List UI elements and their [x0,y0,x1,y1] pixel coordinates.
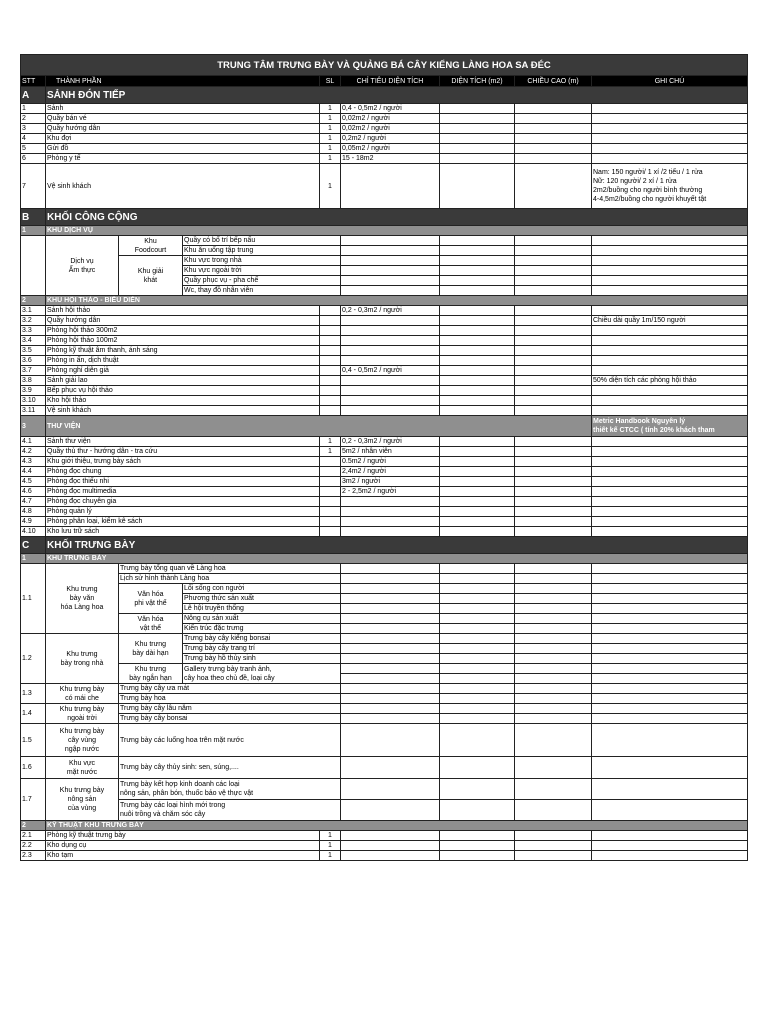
name-cell: Sảnh [46,104,320,114]
chi-tieu-cell: 0,4 - 0,5m2 / người [341,366,440,376]
note-cell [592,336,748,346]
note-cell [592,507,748,517]
stt-cell: 3 [21,124,46,134]
sl-cell [320,366,341,376]
table-row: Văn hóa phi vật thể Lối sống con người [21,584,748,594]
sl-cell: 1 [320,154,341,164]
chi-tieu-cell [341,346,440,356]
note-cell [592,477,748,487]
sl-cell [320,477,341,487]
stt-cell: 2 [21,114,46,124]
name-cell: Quầy hướng dẫn [46,316,320,326]
note-cell [592,406,748,416]
table-row [21,134,748,144]
dien-tich-cell [440,114,515,124]
note-cell: Nam: 150 người/ 1 xí /2 tiểu / 1 rửa Nữ: 120 người/ 2 xí / 1 rửa 2m2/buồng cho người bình thường 4-4,5m2/buồng cho người khuyết tật [592,164,748,209]
stt-cell: 2.2 [21,841,46,851]
name-cell: Phòng in ấn, dịch thuật [46,356,320,366]
table-row: Khu giải khát Khu vực trong nhà [21,256,748,266]
name-cell: Phòng phân loại, kiểm kê sách [46,517,320,527]
table-row: Trưng bày các loại hình mới trong nuôi trồng và chăm sóc cây [21,800,748,821]
note-cell [592,124,748,134]
stt-cell: 4.6 [21,487,46,497]
sl-cell: 1 [320,851,341,861]
section-title: KHỐI TRƯNG BÀY [46,537,748,554]
name-cell: Sảnh giải lao [46,376,320,386]
chi-tieu-cell [341,841,440,851]
chi-tieu-cell [341,316,440,326]
name-cell: Quầy thủ thư - hướng dẫn - tra cứu [46,447,320,457]
table-row: Khu vực ngoài trời [21,266,748,276]
stt-cell: 3.6 [21,356,46,366]
sl-cell [320,457,341,467]
chi-tieu-cell [341,517,440,527]
sl-cell [320,376,341,386]
note-cell [592,356,748,366]
table-row [21,477,748,487]
dien-tich-cell [440,851,515,861]
stt-cell: 6 [21,154,46,164]
note-cell [592,134,748,144]
table-row: Trưng bày hồ thủy sinh [21,654,748,664]
table-row [21,144,748,154]
note-cell [592,497,748,507]
chi-tieu-cell: 2 - 2,5m2 / người [341,487,440,497]
note-cell [592,366,748,376]
chi-tieu-cell [341,851,440,861]
table-row: Trưng bày cây bonsai [21,714,748,724]
name-cell: Phòng đọc chuyên gia [46,497,320,507]
table-row: 1.2 Khu trưng bày trong nhà Khu trưng bày dài hạn Trưng bày cây kiểng bonsai [21,634,748,644]
table-row: 1.1 Khu trưng bày văn hóa Làng hoa Trưng bày tổng quan về Làng hoa [21,564,748,574]
section-title: SẢNH ĐÓN TIẾP [46,87,748,104]
table-row [21,457,748,467]
sl-cell [320,356,341,366]
dien-tich-cell [440,124,515,134]
chieu-cao-cell [515,507,592,517]
chi-tieu-cell [341,386,440,396]
chieu-cao-cell [515,386,592,396]
note-cell: Chiều dài quầy 1m/150 người [592,316,748,326]
name-cell: Kho dụng cụ [46,841,320,851]
table-row: Trưng bày cây trang trí [21,644,748,654]
col-ghi-chu: GHI CHÚ [592,76,748,87]
chi-tieu-cell: 2,4m2 / người [341,467,440,477]
note-cell [592,396,748,406]
chieu-cao-cell [515,336,592,346]
section-b-header: B KHỐI CÔNG CỘNG [21,209,748,226]
program-table [20,54,748,861]
note-cell [592,487,748,497]
chi-tieu-cell: 0,2m2 / người [341,134,440,144]
table-row [21,437,748,447]
note-cell [592,306,748,316]
note-cell: Metric Handbook Nguyên lý thiết kế CTCC ( tính 20% khách tham [592,416,748,437]
sl-cell: 1 [320,831,341,841]
chi-tieu-cell: 0,05m2 / người [341,144,440,154]
chieu-cao-cell [515,104,592,114]
table-row: 1.5 Khu trưng bày cây vùng ngập nước Trưng bày các luống hoa trên mặt nước [21,724,748,757]
dien-tich-cell [440,346,515,356]
col-chieu-cao: CHIỀU CAO (m) [515,76,592,87]
sl-cell: 1 [320,114,341,124]
note-cell [592,457,748,467]
dien-tich-cell [440,306,515,316]
stt-cell: 3.2 [21,316,46,326]
dien-tich-cell [440,336,515,346]
col-thanh-phan: THÀNH PHẦN [46,76,320,87]
sl-cell [320,467,341,477]
table-row: Lịch sử hình thành Làng hoa [21,574,748,584]
table-row [21,497,748,507]
chieu-cao-cell [515,527,592,537]
note-cell [592,517,748,527]
chi-tieu-cell: 0,02m2 / người [341,124,440,134]
subsection-header: 3 THƯ VIỆN Metric Handbook Nguyên lý thiết kế CTCC ( tính 20% khách tham [21,416,748,437]
column-header-row [21,76,748,87]
table-row [21,376,748,386]
name-cell: Phòng đọc multimedia [46,487,320,497]
section-c-header: C KHỐI TRƯNG BÀY [21,537,748,554]
chieu-cao-cell [515,154,592,164]
sl-cell: 1 [320,447,341,457]
sl-cell [320,487,341,497]
chieu-cao-cell [515,831,592,841]
dien-tich-cell [440,497,515,507]
chieu-cao-cell [515,487,592,497]
name-cell: Phòng kỹ thuật trưng bày [46,831,320,841]
name-cell: Sảnh hội thảo [46,306,320,316]
table-row [21,104,748,114]
stt-cell: 3.11 [21,406,46,416]
note-cell [592,467,748,477]
chi-tieu-cell: 3m2 / người [341,477,440,487]
dien-tich-cell [440,457,515,467]
stt-cell: 3.3 [21,326,46,336]
table-row [21,831,748,841]
table-row: Trưng bày hoa [21,694,748,704]
name-cell: Phòng hội thảo 100m2 [46,336,320,346]
stt-cell: 4 [21,134,46,144]
name-cell: Kho hội thảo [46,396,320,406]
name-cell: Bếp phục vụ hội thảo [46,386,320,396]
chieu-cao-cell [515,497,592,507]
name-cell: Kho tạm [46,851,320,861]
name-cell: Phòng kỹ thuật âm thanh, ánh sáng [46,346,320,356]
chi-tieu-cell: 0,2 - 0,3m2 / người [341,306,440,316]
chieu-cao-cell [515,134,592,144]
chi-tieu-cell [341,527,440,537]
chieu-cao-cell [515,437,592,447]
table-row: Khu trưng bày ngắn hạn Gallery trưng bày tranh ảnh, cây hoa theo chủ đề, loại cây [21,664,748,674]
chieu-cao-cell [515,406,592,416]
dien-tich-cell [440,477,515,487]
sl-cell [320,386,341,396]
table-row [21,306,748,316]
stt-cell: 2.1 [21,831,46,841]
dien-tich-cell [440,376,515,386]
table-row [21,507,748,517]
note-cell [592,346,748,356]
sl-cell [320,346,341,356]
name-cell: Phòng đọc thiếu nhi [46,477,320,487]
stt-cell: 3.7 [21,366,46,376]
table-row [21,316,748,326]
table-row [21,406,748,416]
sl-cell [320,507,341,517]
col-chi-tieu: CHỈ TIÊU DIỆN TÍCH [341,76,440,87]
stt-cell: 5 [21,144,46,154]
table-row [21,326,748,336]
note-cell [592,154,748,164]
table-row: Kiến trúc đặc trưng [21,624,748,634]
col-sl: SL [320,76,341,87]
chi-tieu-cell: 0.5m2 / người [341,457,440,467]
table-row: Văn hóa vật thể Nông cụ sản xuất [21,614,748,624]
chi-tieu-cell [341,507,440,517]
dien-tich-cell [440,437,515,447]
sl-cell [320,306,341,316]
chi-tieu-cell: 5m2 / nhân viên [341,447,440,457]
name-cell: Quầy hướng dẫn [46,124,320,134]
dien-tich-cell [440,356,515,366]
sl-cell [320,517,341,527]
table-row [21,114,748,124]
stt-cell: 4.4 [21,467,46,477]
dien-tich-cell [440,316,515,326]
sl-cell [320,336,341,346]
name-cell: Phòng đọc chung [46,467,320,477]
table-row: Khu ăn uống tập trung [21,246,748,256]
stt-cell: 4.3 [21,457,46,467]
dien-tich-cell [440,406,515,416]
chieu-cao-cell [515,477,592,487]
table-row [21,154,748,164]
table-row [21,386,748,396]
table-row [21,396,748,406]
chieu-cao-cell [515,326,592,336]
chi-tieu-cell: 0,4 - 0,5m2 / người [341,104,440,114]
dien-tich-cell [440,841,515,851]
note-cell: 50% diện tích các phòng hội thảo [592,376,748,386]
chieu-cao-cell [515,144,592,154]
table-row: Lễ hội truyền thống [21,604,748,614]
dien-tich-cell [440,386,515,396]
chieu-cao-cell [515,457,592,467]
table-row [21,841,748,851]
chieu-cao-cell [515,356,592,366]
chieu-cao-cell [515,306,592,316]
name-cell: Phòng quản lý [46,507,320,517]
dien-tich-cell [440,144,515,154]
sl-cell [320,316,341,326]
dien-tich-cell [440,517,515,527]
table-row: 1.6 Khu vực mặt nước Trưng bày cây thủy sinh: sen, súng,.... [21,757,748,779]
sl-cell [320,527,341,537]
name-cell: Khu đợi [46,134,320,144]
table-row [21,124,748,134]
dien-tich-cell [440,396,515,406]
note-cell [592,104,748,114]
chieu-cao-cell [515,841,592,851]
chi-tieu-cell [341,406,440,416]
section-title: KHỐI CÔNG CỘNG [46,209,748,226]
chi-tieu-cell [341,336,440,346]
chi-tieu-cell [341,497,440,507]
subsection-header: 1 KHU DỊCH VỤ [21,226,748,236]
table-row [21,336,748,346]
chi-tieu-cell [341,326,440,336]
stt-cell: 4.8 [21,507,46,517]
sl-cell: 1 [320,144,341,154]
sl-cell [320,406,341,416]
chieu-cao-cell [515,517,592,527]
chieu-cao-cell [515,124,592,134]
table-row: 1.7 Khu trưng bày nông sản của vùng Trưng bày kết hợp kinh doanh các loại nông sản, phân bón, thuốc bảo vệ thực vật [21,779,748,800]
chieu-cao-cell [515,114,592,124]
table-row [21,447,748,457]
sheet-title: TRUNG TÂM TRƯNG BÀY VÀ QUẢNG BÁ CÂY KIỂNG LÀNG HOA SA ĐÉC [21,55,748,76]
table-row: Dịch vụ Ẩm thực Khu Foodcourt Quầy có bố trí bếp nấu [21,236,748,246]
note-cell [592,144,748,154]
name-cell: Kho lưu trữ sách [46,527,320,537]
section-a-header: A SẢNH ĐÓN TIẾP [21,87,748,104]
stt-cell: 4.9 [21,517,46,527]
dien-tich-cell [440,447,515,457]
name-cell: Khu giới thiệu, trưng bày sách [46,457,320,467]
chieu-cao-cell [515,396,592,406]
sl-cell: 1 [320,124,341,134]
chi-tieu-cell [341,831,440,841]
note-cell [592,437,748,447]
table-row [21,517,748,527]
table-row [21,467,748,477]
dien-tich-cell [440,507,515,517]
subsection-header: 2 KỸ THUẬT KHU TRƯNG BÀY [21,821,748,831]
subsection-header: 2 KHU HỘI THẢO - BIỂU DIỄN [21,296,748,306]
name-cell: Phòng nghỉ diễn giả [46,366,320,376]
stt-cell: 3.10 [21,396,46,406]
chieu-cao-cell [515,851,592,861]
chi-tieu-cell: 0,2 - 0,3m2 / người [341,437,440,447]
dien-tich-cell [440,134,515,144]
col-dien-tich: DIỆN TÍCH (m2) [440,76,515,87]
table-row: 7 Vệ sinh khách 1 Nam: 150 người/ 1 xí /2 tiểu / 1 rửa Nữ: 120 người/ 2 xí / 1 rửa 2m2/buồng cho người bình thường 4-4,5m2/buồng cho người khuyết tật [21,164,748,209]
stt-cell: 4.7 [21,497,46,507]
note-cell [592,447,748,457]
chi-tieu-cell [341,376,440,386]
stt-cell: 3.9 [21,386,46,396]
dien-tich-cell [440,104,515,114]
chi-tieu-cell [341,356,440,366]
stt-cell: 4.2 [21,447,46,457]
table-row: 1.4 Khu trưng bày ngoài trời Trưng bày cây lâu năm [21,704,748,714]
name-cell: Sảnh thư viện [46,437,320,447]
note-cell [592,114,748,124]
chi-tieu-cell: 0,02m2 / người [341,114,440,124]
sl-cell: 1 [320,437,341,447]
dien-tich-cell [440,487,515,497]
stt-cell: 3.1 [21,306,46,316]
stt-cell: 2.3 [21,851,46,861]
table-row [21,851,748,861]
dien-tich-cell [440,527,515,537]
chieu-cao-cell [515,467,592,477]
stt-cell: 1 [21,104,46,114]
sl-cell [320,497,341,507]
note-cell [592,851,748,861]
stt-cell: 3.4 [21,336,46,346]
sl-cell [320,396,341,406]
note-cell [592,831,748,841]
table-row [21,356,748,366]
table-row [21,346,748,356]
chieu-cao-cell [515,447,592,457]
note-cell [592,527,748,537]
dien-tich-cell [440,366,515,376]
chi-tieu-cell [341,396,440,406]
sl-cell: 1 [320,104,341,114]
stt-cell: 3.5 [21,346,46,356]
name-cell: Vệ sinh khách [46,406,320,416]
note-cell [592,386,748,396]
chieu-cao-cell [515,376,592,386]
stt-cell: 4.1 [21,437,46,447]
chi-tieu-cell: 15 - 18m2 [341,154,440,164]
dien-tich-cell [440,326,515,336]
subsection-header: 1 KHU TRƯNG BÀY [21,554,748,564]
spreadsheet [20,54,747,861]
chieu-cao-cell [515,316,592,326]
chieu-cao-cell [515,366,592,376]
table-row [21,366,748,376]
stt-cell: 4.10 [21,527,46,537]
table-row [21,487,748,497]
dien-tich-cell [440,467,515,477]
table-row: Quầy phục vụ - pha chế [21,276,748,286]
note-cell [592,326,748,336]
stt-cell: 3.8 [21,376,46,386]
sl-cell: 1 [320,134,341,144]
dien-tich-cell [440,831,515,841]
table-row: Phương thức sản xuất [21,594,748,604]
sl-cell [320,326,341,336]
name-cell: Quầy bán vé [46,114,320,124]
table-row: 1.3 Khu trưng bày có mái che Trưng bày cây ưa mát [21,684,748,694]
name-cell: Gửi đồ [46,144,320,154]
sl-cell: 1 [320,841,341,851]
stt-cell: 4.5 [21,477,46,487]
table-row [21,527,748,537]
name-cell: Phòng y tế [46,154,320,164]
col-stt: STT [21,76,46,87]
name-cell: Phòng hội thảo 300m2 [46,326,320,336]
chieu-cao-cell [515,346,592,356]
dien-tich-cell [440,154,515,164]
note-cell [592,841,748,851]
table-row: Wc, thay đồ nhân viên [21,286,748,296]
